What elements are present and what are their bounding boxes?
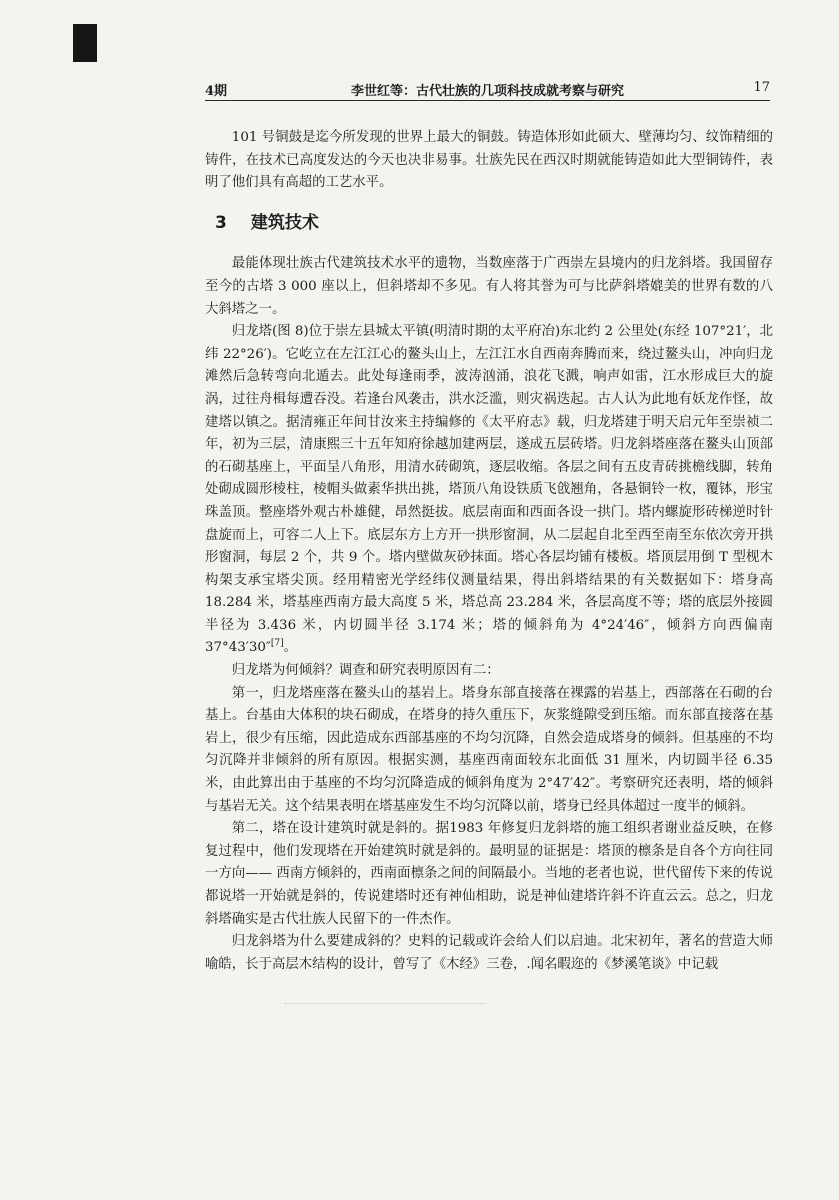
running-title: 李世红等：古代壮族的几项科技成就考察与研究 [350, 84, 624, 99]
paragraph-question: 归龙塔为何倾斜？调查和研究表明原因有二： [231, 663, 500, 679]
page-number: 17 [753, 80, 770, 95]
article-body [205, 127, 773, 976]
section-number: 3 [215, 212, 227, 233]
section-heading [215, 212, 773, 235]
paragraph-intro: 最能体现壮族古代建筑技术水平的遗物，当数座落于广西崇左县境内的归龙斜塔。我国留存至今的古塔 3 000 座以上，但斜塔却不多见。有人将其誉为可与比萨斜塔媲美的世界有数的八大斜塔之一。 [205, 256, 773, 317]
paragraph-reason-two: 第二，塔在设计建筑时就是斜的。据1983 年修复归龙斜塔的施工组织者谢业益反映，在修复过程中，他们发现塔在开始建筑时就是斜的。最明显的证据是：塔顶的檩条是自各个方向往同一方向—— 西南方倾斜的，西南面檩条之间的间隔最小。当地的老者也说，世代留传下来的传说都说塔一开始就是斜的，传说建塔时还有神仙相助，说是神仙建塔许斜不许直云云。总之，归龙斜塔确实是古代壮族人民留下的一件杰作。 [205, 821, 773, 927]
issue-label: 4期 [205, 84, 228, 99]
paragraph-why-tilted: 归龙斜塔为什么要建成斜的？史料的记载或许会给人们以启迪。北宋初年，著名的营造大师喻皓，长于高层木结构的设计，曾写了《木经》三卷，.闻名暇迩的《梦溪笔谈》中记载 [205, 934, 773, 972]
paragraph-bronze-drum: 101 号铜鼓是迄今所发现的世界上最大的铜鼓。铸造体形如此硕大、壁薄均匀、纹饰精细的铸件，在技术已高度发达的今天也决非易事。壮族先民在西汉时期就能铸造如此大型铜铸件，表明了他们具有高超的工艺水平。 [205, 130, 773, 191]
running-header [205, 80, 770, 102]
header-rule [205, 100, 770, 101]
scan-artifact [285, 1003, 485, 1004]
section-title: 建筑技术 [250, 212, 319, 233]
scan-registration-mark [73, 24, 97, 62]
citation-ref: [7] [270, 639, 284, 649]
paragraph-tower-description [205, 321, 773, 660]
tower-description-text: 归龙塔(图 8)位于崇左县城太平镇(明清时期的太平府冶)东北约 2 公里处(东经 107°21′，北纬 22°26′)。它屹立在左江江心的鳌头山上，左江江水自西南奔腾而来，绕过鳌头山，冲向归龙滩然后急转弯向北遁去。此处每逢雨季，波涛汹涌，浪花飞溅，响声如雷，江水形成巨大的旋涡，过往舟楫每遭吞没。若逢台风袭击，洪水泛滥，则灾祸迭起。古人认为此地有妖龙作怪，故建塔以镇之。据清雍正年间甘汝来主持编修的《太平府志》载，归龙塔建于明天启元年至崇祯二年，初为三层，清康熙三十五年知府徐越加建两层，遂成五层砖塔。归龙斜塔座落在鳌头山顶部的石砌基座上，平面呈八角形，用清水砖砌筑，逐层收缩。各层之间有五皮青砖挑檐线脚，转角处砌成圆形棱柱，棱帽头做素华拱出挑，塔顶八角设铁质飞戗翘角，各悬铜铃一枚，覆钵，形宝珠盖顶。整座塔外观古朴雄健，昂然挺拔。底层南面和西面各设一拱门。塔内螺旋形砖梯逆时针盘旋而上，可容二人上下。底层东方上方开一拱形窗洞，从二层起自北至西至南至东依次旁开拱形窗洞，每层 2 个，共 9 个。塔内壁做灰砂抹面。塔心各层均铺有楼板。塔顶层用倒 T 型枧木构架支承宝塔尖顶。经用精密光学经纬仪测量结果，得出斜塔结果的有关数据如下：塔身高 18.284 米，塔基座西南方最大高度 5 米，塔总高 23.284 米，各层高度不等；塔的底层外接圆半径为 3.436 米，内切圆半径 3.174 米；塔的倾斜角为 4°24′46″，倾斜方向西偏南 37°43′30″ [205, 324, 773, 656]
paragraph-reason-one: 第一，归龙塔座落在鳌头山的基岩上。塔身东部直接落在裸露的岩基上，西部落在石砌的台基上。台基由大体积的块石砌成，在塔身的持久重压下，灰浆缝隙受到压缩。而东部直接落在基岩上，很少有压缩，因此造成东西部基座的不均匀沉降，自然会造成塔身的倾斜。但基座的不均匀沉降并非倾斜的所有原因。根据实测，基座西南面较东北面低 31 厘米，内切圆半径 6.35 米，由此算出由于基座的不均匀沉降造成的倾斜角度为 2°47′42″。考察研究还表明，塔的倾斜与基岩无关。这个结果表明在塔基座发生不均匀沉降以前，塔身已经具体超过一度半的倾斜。 [205, 685, 773, 814]
tower-description-end: 。 [283, 640, 297, 656]
